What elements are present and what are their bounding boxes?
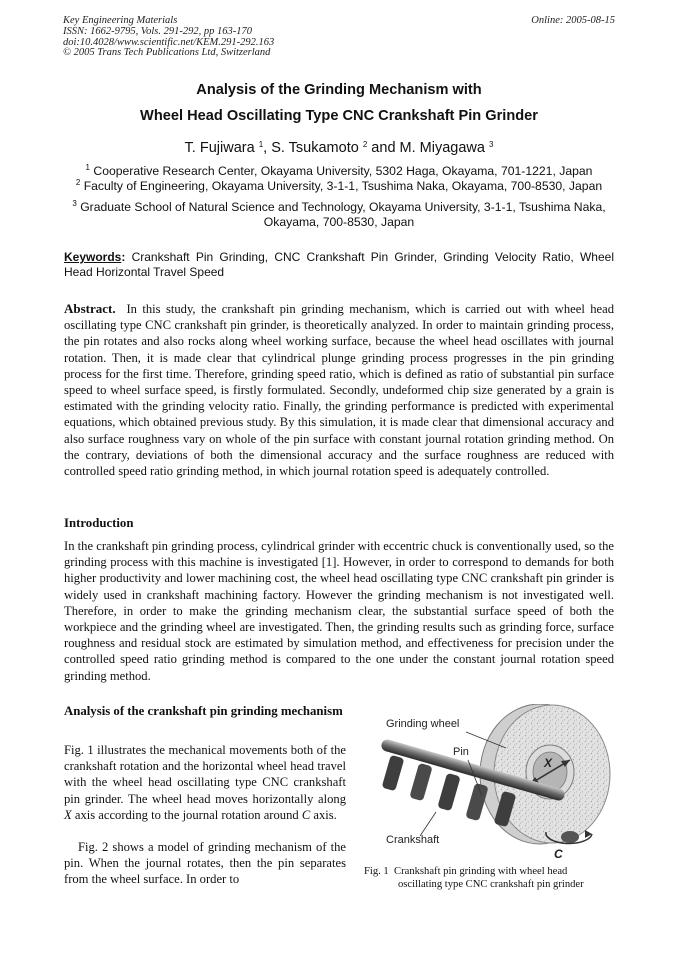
abstract-text: In this study, the crankshaft pin grinding mechanism, which is carried out with wheel head oscillating type CNC crankshaft pin grinder, is theoretically analyzed. In order to maintain grinding process, the pin rotates and also rocks along wheel working surface, because the wheel head oscillates with journal rotation. Then, it is made clear that cylindrical plunge grinding process progresses in the pin grinding process for the first time. Therefore, grinding speed ratio, which is defined as ratio of substantial pin surface speed to wheel surface speed, is firstly formulated. Secondly, undeformed chip size generated by a grain is estimated with the grinding velocity ratio. Finally, the grinding performance is predicted with experimental equations, which obtained previous study. By this simulation, it is made clear that dimensional accuracy and also surface roughness vary on whole of the pin surface with constant journal rotation grinding method. On the contrary, deviations of both the dimensional accuracy and the surface roughness are reduced with controlled speed ratio grinding method, in which journal rotation speed is adequately controlled. bbox=[64, 302, 614, 479]
figure-1 bbox=[356, 704, 620, 864]
author-affiliation-mark: 3 bbox=[488, 140, 494, 149]
author-separator: and bbox=[367, 140, 400, 156]
introduction-text: In the crankshaft pin grinding process, cylindrical grinder with eccentric chuck is conventionally used, so the grinding process with this machine is investigated [1]. However, in order to correspond to demands for both higher productivity and lower machining cost, the wheel head oscillating type CNC crankshaft pin grinder is widely used in crankshaft machining factory. However the grinding mechanism is not investigated well. Therefore, in order to make the grinding mechanism clear, the substantial surface speed of both the workpiece and the grinding wheel are investigated. Then, the grinding results such as grinding force, surface roughness and residual stock are estimated by simulation method, and effectiveness for precision under the controlled speed ratio grinding method is compared to the one under the constant journal rotation speed grinding method. bbox=[64, 539, 614, 683]
affiliation-text: Faculty of Engineering, Okayama University, 3-1-1, Tsushima Naka, Okayama, 700-8530, Japan bbox=[83, 179, 603, 193]
affiliation-number: 1 bbox=[85, 163, 90, 172]
online-date: Online: 2005-08-15 bbox=[531, 15, 615, 26]
issn: ISSN: 1662-9795, Vols. 291-292, pp 163-170 bbox=[63, 25, 252, 37]
figure-label-pin: Pin bbox=[453, 746, 469, 758]
author-name: S. Tsukamoto bbox=[271, 140, 359, 156]
doi: doi:10.4028/www.scientific.net/KEM.291-292.163 bbox=[63, 36, 275, 48]
affiliation-3 bbox=[60, 200, 618, 230]
caption-number: Fig. 1 bbox=[364, 866, 389, 877]
abstract-label: Abstract. bbox=[64, 301, 116, 316]
affiliation-text: Cooperative Research Center, Okayama University, 5302 Haga, Okayama, 701-1221, Japan bbox=[93, 164, 593, 178]
figure-label-crankshaft: Crankshaft bbox=[386, 834, 440, 846]
keywords: Keywords: Crankshaft Pin Grinding, CNC Crankshaft Pin Grinder, Grinding Velocity Ratio, Wheel Head Horizontal Travel Speed bbox=[64, 250, 614, 279]
affiliation-number: 3 bbox=[72, 199, 77, 208]
author-name: T. Fujiwara bbox=[184, 140, 255, 156]
affiliation-1 bbox=[60, 164, 618, 179]
journal-name: Key Engineering Materials bbox=[63, 15, 178, 26]
figure-label-x-axis: X bbox=[544, 756, 553, 770]
paper-title-line-2: Wheel Head Oscillating Type CNC Crankshaft Pin Grinder bbox=[140, 108, 538, 124]
affiliation-text: Graduate School of Natural Science and Technology, Okayama University, 3-1-1, Tsushima Naka, Okayama, 700-8530, Japan bbox=[80, 200, 606, 229]
analysis-paragraph-1: Fig. 1 illustrates the mechanical movements both of the crankshaft rotation and the horizontal wheel head travel with the wheel head oscillating type CNC crankshaft pin grinder. The wheel head moves horizontally along X axis according to the journal rotation around C axis. bbox=[64, 743, 346, 822]
figure-label-c-axis: C bbox=[554, 847, 563, 861]
journal-end bbox=[561, 831, 579, 843]
figure-label-grinding-wheel: Grinding wheel bbox=[386, 718, 460, 730]
author-name: M. Miyagawa bbox=[399, 140, 485, 156]
copyright: © 2005 Trans Tech Publications Ltd, Switzerland bbox=[63, 47, 271, 59]
analysis-heading: Analysis of the crankshaft pin grinding mechanism bbox=[64, 704, 343, 718]
abstract bbox=[64, 301, 614, 479]
author-list bbox=[0, 140, 678, 156]
analysis-paragraph-2: Fig. 2 shows a model of grinding mechanism of the pin. When the journal rotates, then the pin separates from the wheel surface. In order to bbox=[64, 840, 346, 887]
paper-title-line-1: Analysis of the Grinding Mechanism with bbox=[196, 82, 482, 98]
author-affiliation-mark: 1 bbox=[258, 140, 264, 149]
introduction-heading: Introduction bbox=[64, 516, 134, 530]
author-separator: , bbox=[263, 140, 272, 156]
running-header bbox=[63, 16, 274, 59]
affiliation-2 bbox=[60, 179, 618, 194]
keywords-label: Keywords bbox=[64, 250, 122, 264]
author-affiliation-mark: 2 bbox=[362, 140, 368, 149]
keywords-text: Crankshaft Pin Grinding, CNC Crankshaft Pin Grinder, Grinding Velocity Ratio, Wheel Head Horizontal Travel Speed bbox=[64, 250, 614, 279]
figure-1-caption: Fig. 1 Crankshaft pin grinding with wheel head oscillating type CNC crankshaft pin grinder bbox=[364, 866, 584, 890]
affiliation-number: 2 bbox=[75, 178, 81, 187]
